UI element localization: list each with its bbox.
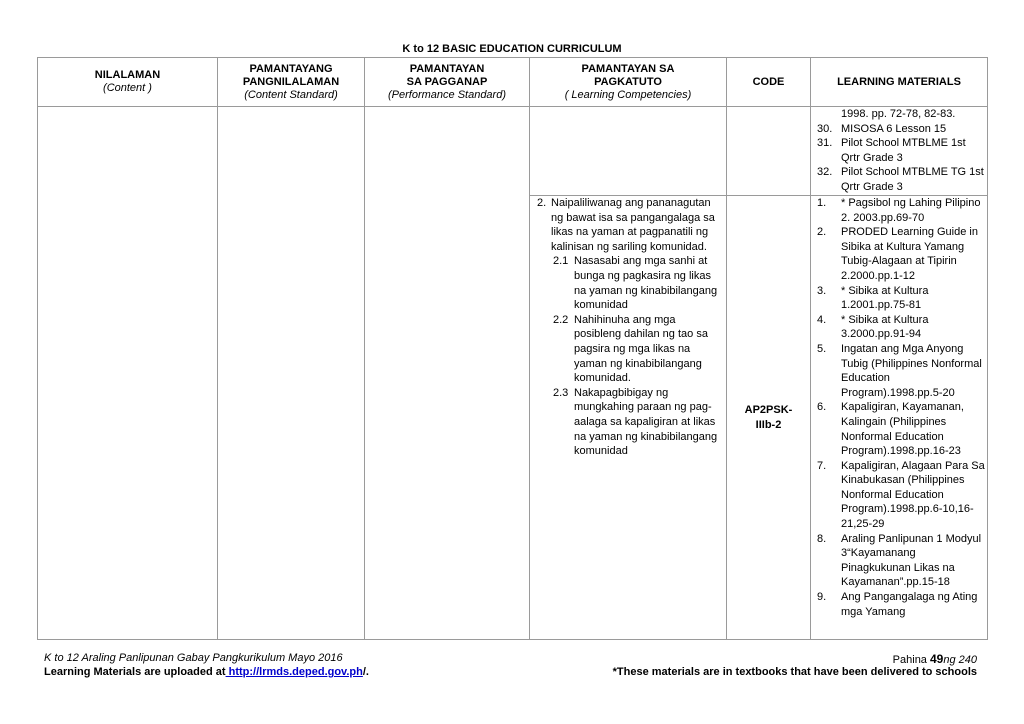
footer-textbook-note: *These materials are in textbooks that have been delivered to schools [612,666,977,678]
item-text: * Sibika at Kultura 3.2000.pp.91-94 [841,313,929,341]
competency-cell [530,196,727,640]
content-standard-cell [218,107,365,640]
item-text: 1998. pp. 72-78, 82-83. [841,108,956,120]
item-text: Kapaligiran, Kayamanan, Kalingain (Philippines Nonformal Education Program).1998.pp.16-23 [841,401,964,458]
competency-text: Naipaliliwanag ang pananagutan ng bawat isa sa pangangalaga sa likas na yaman at pagpanatili ng kalinisan ng sariling komunidad. [551,197,715,253]
item-number: 9. [817,591,827,604]
item-number: 31. [817,137,833,150]
sub-competency-number: 2.1 [553,255,569,268]
item-number: 4. [817,313,827,326]
lrmds-link[interactable]: http://lrmds.deped.gov.ph [225,666,363,678]
item-text: Pilot School MTBLME 1st Qrtr Grade 3 [841,137,966,164]
learning-material-item [811,342,987,400]
code-cell [727,196,811,640]
sub-competency-number: 2.2 [553,313,569,326]
item-text: Ingatan ang Mga Anyong Tubig (Philippines Nonformal Education Program).1998.pp.5-20 [841,342,982,399]
sub-competency-item [530,386,726,459]
item-number: 32. [817,166,833,179]
header-code: CODE [727,58,811,107]
code-cell-empty [727,107,811,196]
item-text: Araling Panlipunan 1 Modyul 3“Kayamanang Pinagkukunan Likas na Kayamanan”.pp.15-18 [841,532,982,589]
item-number: 30. [817,122,833,135]
header-learning-competencies: PAMANTAYAN SA PAGKATUTO ( Learning Competencies) [530,58,727,107]
materials-cell [811,196,988,640]
sub-competency-item [530,313,726,386]
content-cell [38,107,218,640]
learning-material-item [811,400,987,458]
item-text: Ang Pangangalaga ng Ating mga Yamang [841,591,978,618]
sub-competency-text: Nahihinuha ang mga posibleng dahilan ng tao sa pagsira ng mga likas na yaman ng kinabibilangang komunidad. [574,313,708,385]
header-row [38,58,988,107]
sub-competency-item [530,254,726,312]
curriculum-table [37,57,988,640]
header-content: NILALAMAN (Content ) [38,58,218,107]
materials-list [811,196,987,619]
item-number: 5. [817,342,827,355]
item-text: PRODED Learning Guide in Sibika at Kultura Yamang Tubig-Alagaan at Tipirin 2.2000.pp.1-12 [841,226,978,282]
sub-competency-text: Nasasabi ang mga sanhi at bunga ng pagkasira ng likas na yaman ng kinabibilangang komunidad [574,255,718,312]
sub-competency-number: 2.3 [553,386,569,399]
learning-material-item [811,284,987,313]
item-number: 2. [817,226,827,239]
header-performance-standard: PAMANTAYAN SA PAGGANAP (Performance Standard) [365,58,530,107]
performance-standard-cell [365,107,530,640]
header-learning-materials: LEARNING MATERIALS [811,58,988,107]
learning-material-item [811,313,987,342]
learning-material-item [811,459,987,532]
competency-item: 2. Naipaliliwanag ang pananagutan ng bawat isa sa pangangalaga sa likas na yaman at pagpanatili ng kalinisan ng sariling komunidad. [537,197,715,253]
item-number: 1. [817,197,827,209]
header-content-standard: PAMANTAYANG PANGNILALAMAN (Content Standard) [218,58,365,107]
sub-competency-text: Nakapagbibigay ng mungkahing paraan ng pag-aalaga sa kapaligiran at likas na yaman ng kinabibilangang komunidad [574,386,718,458]
footer-guide-title: K to 12 Araling Panlipunan Gabay Pangkurikulum Mayo 2016 [44,652,343,664]
item-text: MISOSA 6 Lesson 15 [841,122,947,135]
competency-code: AP2PSK- IIIb-2 [744,403,793,431]
learning-material-item [811,532,987,590]
learning-material-item [811,225,987,283]
item-text: Kapaligiran, Alagaan Para Sa Kinabukasan (Philippines Nonformal Education Program).1998.pp.6-10,16-21,25-29 [841,459,985,531]
competency-cell-empty [530,107,727,196]
table-row [38,107,988,196]
item-number: 7. [817,459,827,472]
page-number: Pahina 49ng 240 [892,652,977,666]
item-text: * Pagsibol ng Lahing Pilipino 2. 2003.pp.69-70 [841,197,981,224]
footer-upload-note: Learning Materials are uploaded at http://lrmds.deped.gov.ph/. [44,666,369,678]
item-number: 8. [817,532,827,545]
materials-list [811,107,987,195]
item-number: 3. [817,284,827,297]
materials-cell-continued [811,107,988,196]
learning-material-item [811,590,987,619]
learning-material-item [811,122,987,137]
item-text: Pilot School MTBLME TG 1st Qrtr Grade 3 [841,166,984,193]
learning-material-item [811,136,987,165]
learning-material-item [811,107,987,122]
learning-material-item [811,196,987,225]
item-text: * Sibika at Kultura 1.2001.pp.75-81 [841,284,929,312]
document-title: K to 12 BASIC EDUCATION CURRICULUM [402,43,622,55]
item-number: 6. [817,401,827,414]
learning-material-item [811,165,987,194]
